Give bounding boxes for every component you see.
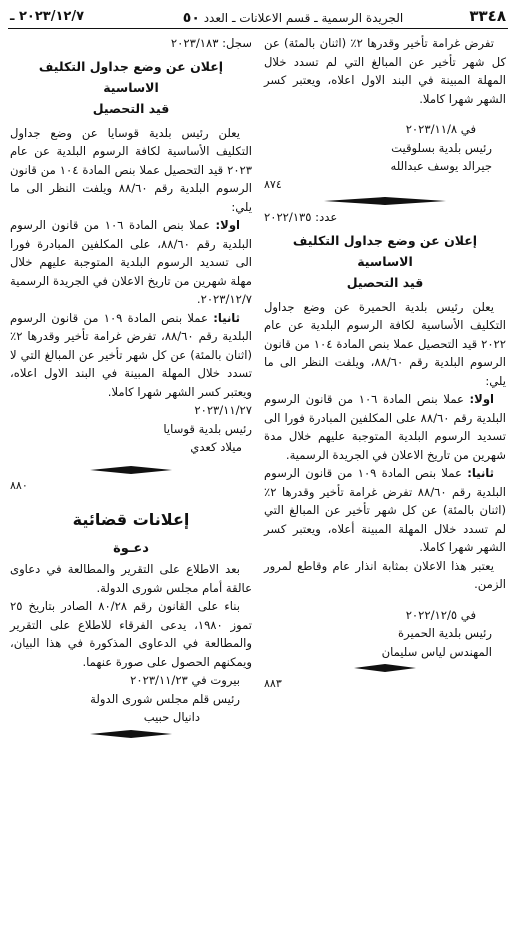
notice2-signatory-name: المهندس لياس سليمان bbox=[381, 644, 492, 659]
notice2-second-text: عملا بنص المادة ١٠٩ من قانون الرسوم البلدية رقم ٨٨/٦٠ تفرض غرامة تأخير وقدرها ٢٪ (اثنان بالمئة) عن كل شهر تأخير عن المبالغ التي لم تسدد خلال المهلة المبينة أعلاه، ويعتبر كسر الشهر شهرا كاملا. bbox=[264, 466, 506, 554]
notice2-reference: ٨٨٣ bbox=[264, 677, 282, 690]
notice2-first-text: عملا بنص المادة ١٠٦ من قانون الرسوم البلدية رقم ٨٨/٦٠ على المكلفين المبادرة فورا الى تسديد الرسوم البلدية المتوجبة عليهم خلال مدة شهرين من تاريخ الاعلان في الجريدة الرسمية. bbox=[264, 392, 506, 462]
notice1-first-text: عملا بنص المادة ١٠٦ من قانون الرسوم البلدية رقم ٨٨/٦٠، على المكلفين المبادرة فورا الى تسديد الرسوم البلدية المتوجبة عليهم خلال مهلة شهرين من تاريخ الاعلان في الجريدة الرسمية ٢٠٢٣/١٢/٧. bbox=[10, 218, 252, 306]
notice1-title bbox=[10, 56, 252, 119]
notice1-signatory-title: رئيس بلدية قوسايا bbox=[163, 421, 252, 436]
divider bbox=[10, 463, 252, 477]
notice2-signatory-title: رئيس بلدية الحميرة bbox=[398, 626, 492, 640]
divider-ornament bbox=[10, 465, 252, 475]
notice1-first-label: اولا: bbox=[215, 218, 240, 232]
notice1-registry: سجل: ٢٠٢٣/١٨٣ bbox=[170, 36, 252, 50]
notice2-intro: يعلن رئيس بلدية الحميرة عن وضع جداول التكليف الأساسية لكافة الرسوم البلدية عن عام ٢٠٢٢ قيد التحصيل عملا بنص المادة ١٠٤ من قانون الرسوم البلدية رقم ٨٨/٦٠، ويلفت النظر الى ما يلي: bbox=[264, 299, 507, 388]
notice2-first-clause bbox=[264, 390, 506, 464]
left-column bbox=[10, 34, 252, 926]
notice1-second-text: عملا بنص المادة ١٠٩ من قانون الرسوم البلدية رقم ٨٨/٦٠، تفرض غرامة تأخير وقدرها ٢٪ (اثنان بالمئة) عن كل شهر تأخير عن المبالغ التي لا تسدد خلال المهلة المبينة في البند الاول اعلاه، ويعتبر كسر الشهر شهرا كاملا. bbox=[10, 310, 252, 399]
notice1-signatory-name: ميلاد كعدي bbox=[190, 440, 242, 454]
notice1-date: ٢٠٢٣/١١/٢٧ bbox=[194, 403, 252, 417]
divider bbox=[264, 194, 506, 208]
notice1-second-clause bbox=[10, 309, 252, 402]
summons-paragraph-1: بعد الاطلاع على التقرير والمطالعة في دعاوى عالقة أمام مجلس شورى الدولة. bbox=[10, 562, 252, 595]
continued-notice-reference: ٨٧٤ bbox=[264, 177, 282, 191]
summons-signatory-name: دانيال حبيب bbox=[143, 710, 200, 724]
notice1-first-clause bbox=[10, 216, 252, 309]
divider-ornament bbox=[264, 196, 506, 206]
notice2-second-label: ثانيا: bbox=[467, 466, 495, 480]
divider-ornament bbox=[10, 729, 252, 739]
page-header bbox=[8, 6, 508, 29]
summons-signatory-title: رئيس قلم مجلس شورى الدولة bbox=[90, 691, 240, 706]
notice2-title bbox=[264, 230, 506, 293]
notice2-first-label: اولا: bbox=[469, 392, 494, 406]
divider bbox=[10, 727, 252, 741]
summons-date: بيروت في ٢٠٢٣/١١/٢٣ bbox=[130, 673, 240, 687]
header-page-number: ٣٣٤٨ bbox=[469, 7, 506, 25]
section-title: إعلانات قضائية bbox=[72, 510, 190, 529]
summons-title: دعـوة bbox=[113, 540, 149, 556]
notice2-number: عدد: ٢٠٢٢/١٣٥ bbox=[264, 210, 338, 224]
divider bbox=[264, 661, 506, 675]
divider-ornament bbox=[264, 663, 506, 673]
notice2-second-clause bbox=[264, 464, 506, 557]
continued-notice-text: تفرض غرامة تأخير وقدرها ٢٪ (اثنان بالمئة) عن كل شهر تأخير عن المبالغ التي لم تسدد خلال المهلة المبينة في البند الاول اعلاه، ويعتبر كسر الشهر شهرا كاملا. bbox=[264, 36, 506, 106]
right-column bbox=[264, 34, 506, 926]
header-issue-number: ٥٠ bbox=[182, 10, 200, 26]
summons-paragraph-2: بناء على القانون رقم ٨٠/٢٨ الصادر بتاريخ ٢٥ تموز ١٩٨٠، يدعى الفرقاء للاطلاع على التقرير والمطالعة في الدعاوى المذكورة في هذا البيان، ويمكنهم الحصول على صورة عنهما. bbox=[10, 599, 252, 669]
continued-notice-signatory-name: جيرالد يوسف عبدالله bbox=[390, 159, 492, 173]
notice1-second-label: ثانيا: bbox=[213, 310, 241, 325]
notice2-title-line2: قيد التحصيل bbox=[346, 274, 424, 290]
continued-notice-date: في ٢٠٢٣/١١/٨ bbox=[405, 122, 476, 136]
notice1-intro: يعلن رئيس بلدية قوسايا عن وضع جداول التكليف الأساسية لكافة الرسوم البلدية عن عام ٢٠٢٣ قيد التحصيل عملا بنص المادة ١٠٤ من قانون الرسوم البلدية رقم ٨٨/٦٠ ويلفت النظر الى ما يلي: bbox=[10, 125, 253, 214]
notice2-date: في ٢٠٢٢/١٢/٥ bbox=[405, 607, 476, 622]
notice2-title-line1: إعلان عن وضع جداول التكليف الاساسية bbox=[292, 232, 478, 269]
header-title bbox=[148, 10, 438, 26]
continued-notice-signatory-title: رئيس بلدية بسلوقيت bbox=[391, 140, 492, 155]
notice1-title-line2: قيد التحصيل bbox=[92, 100, 170, 116]
notice2-warning: يعتبر هذا الاعلان بمثابة انذار عام وقاطع لمرور الزمن. bbox=[264, 558, 506, 591]
notice1-title-line1: إعلان عن وضع جداول التكليف الاساسية bbox=[38, 58, 224, 95]
notice1-reference: ٨٨٠ bbox=[10, 478, 28, 492]
header-date: ٢٠٢٣/١٢/٧ ـ bbox=[10, 9, 85, 24]
header-journal-title: الجريدة الرسمية ـ قسم الاعلانات ـ العدد bbox=[203, 11, 404, 25]
